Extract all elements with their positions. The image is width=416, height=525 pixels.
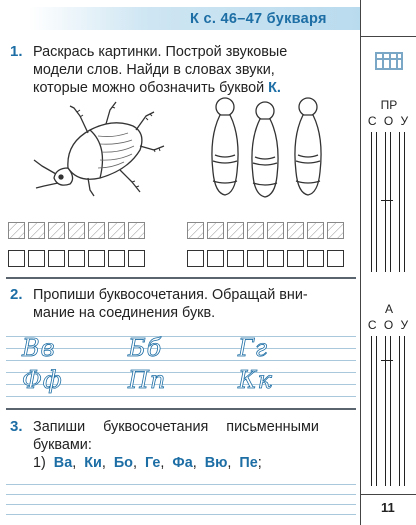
task1-line-2: модели слов. Найди в словах звуки, [33, 62, 275, 78]
copy-pp: Пп [128, 366, 167, 394]
combo-vyu: Вю [204, 455, 228, 471]
sidebar-group1-title: ПР [380, 98, 398, 112]
keyboard-icon [375, 52, 403, 70]
task2-number: 2. [10, 286, 23, 303]
combo-va: Ва [53, 455, 73, 471]
task1-letter: К. [268, 80, 281, 96]
task2-line-1: Пропиши буквосочетания. Обращай вни- [33, 287, 308, 303]
copy-kk: Кк [238, 366, 273, 394]
skittles-picture [202, 95, 352, 200]
writing-line-2[interactable] [6, 396, 356, 397]
answer-writing-line[interactable] [6, 504, 356, 505]
combo-ge: Ге [144, 455, 161, 471]
skittles-stress-cells[interactable] [187, 222, 344, 239]
combo-ki: Ки [84, 455, 102, 471]
combo-pe: Пе [239, 455, 258, 471]
sidebar-group1-letters: С О У [367, 114, 411, 128]
header-text: К с. 46–47 букваря [190, 11, 327, 27]
task3-combinations: 1) Ва, Ки, Бо, Ге, Фа, Вю, Пе; [33, 455, 262, 471]
task3-line-2: буквами: [33, 437, 92, 453]
skittles-sound-model[interactable] [187, 250, 344, 267]
copy-ff: Фф [22, 366, 63, 394]
beetle-stress-cells[interactable] [8, 222, 145, 239]
combo-fa: Фа [172, 455, 193, 471]
sidebar-group2-letters: С О У [367, 318, 411, 332]
task1-line-1: Раскрась картинки. Построй звуковые [33, 44, 288, 60]
task3-number: 3. [10, 418, 23, 435]
sidebar-group2-title: А [384, 302, 393, 316]
page-number: 11 [381, 500, 395, 515]
combo-bo: Бо [113, 455, 133, 471]
copy-vv: Вв [22, 334, 56, 362]
task1-line-3: которые можно обозначить буквой [33, 80, 265, 96]
copy-bb: Бб [128, 334, 163, 362]
task3-line-1: Запиши буквосочетания письменными [33, 419, 319, 435]
writing-line-1[interactable] [6, 360, 356, 361]
task2-line-2: мание на соединения букв. [33, 305, 216, 321]
beetle-picture [28, 98, 168, 198]
margin-sidebar [360, 0, 416, 525]
task3-item-prefix: 1) [33, 455, 46, 471]
divider [6, 408, 356, 410]
copy-gg: Гг [238, 334, 269, 362]
beetle-sound-model[interactable] [8, 250, 145, 267]
divider [6, 277, 356, 279]
task1-number: 1. [10, 43, 23, 60]
